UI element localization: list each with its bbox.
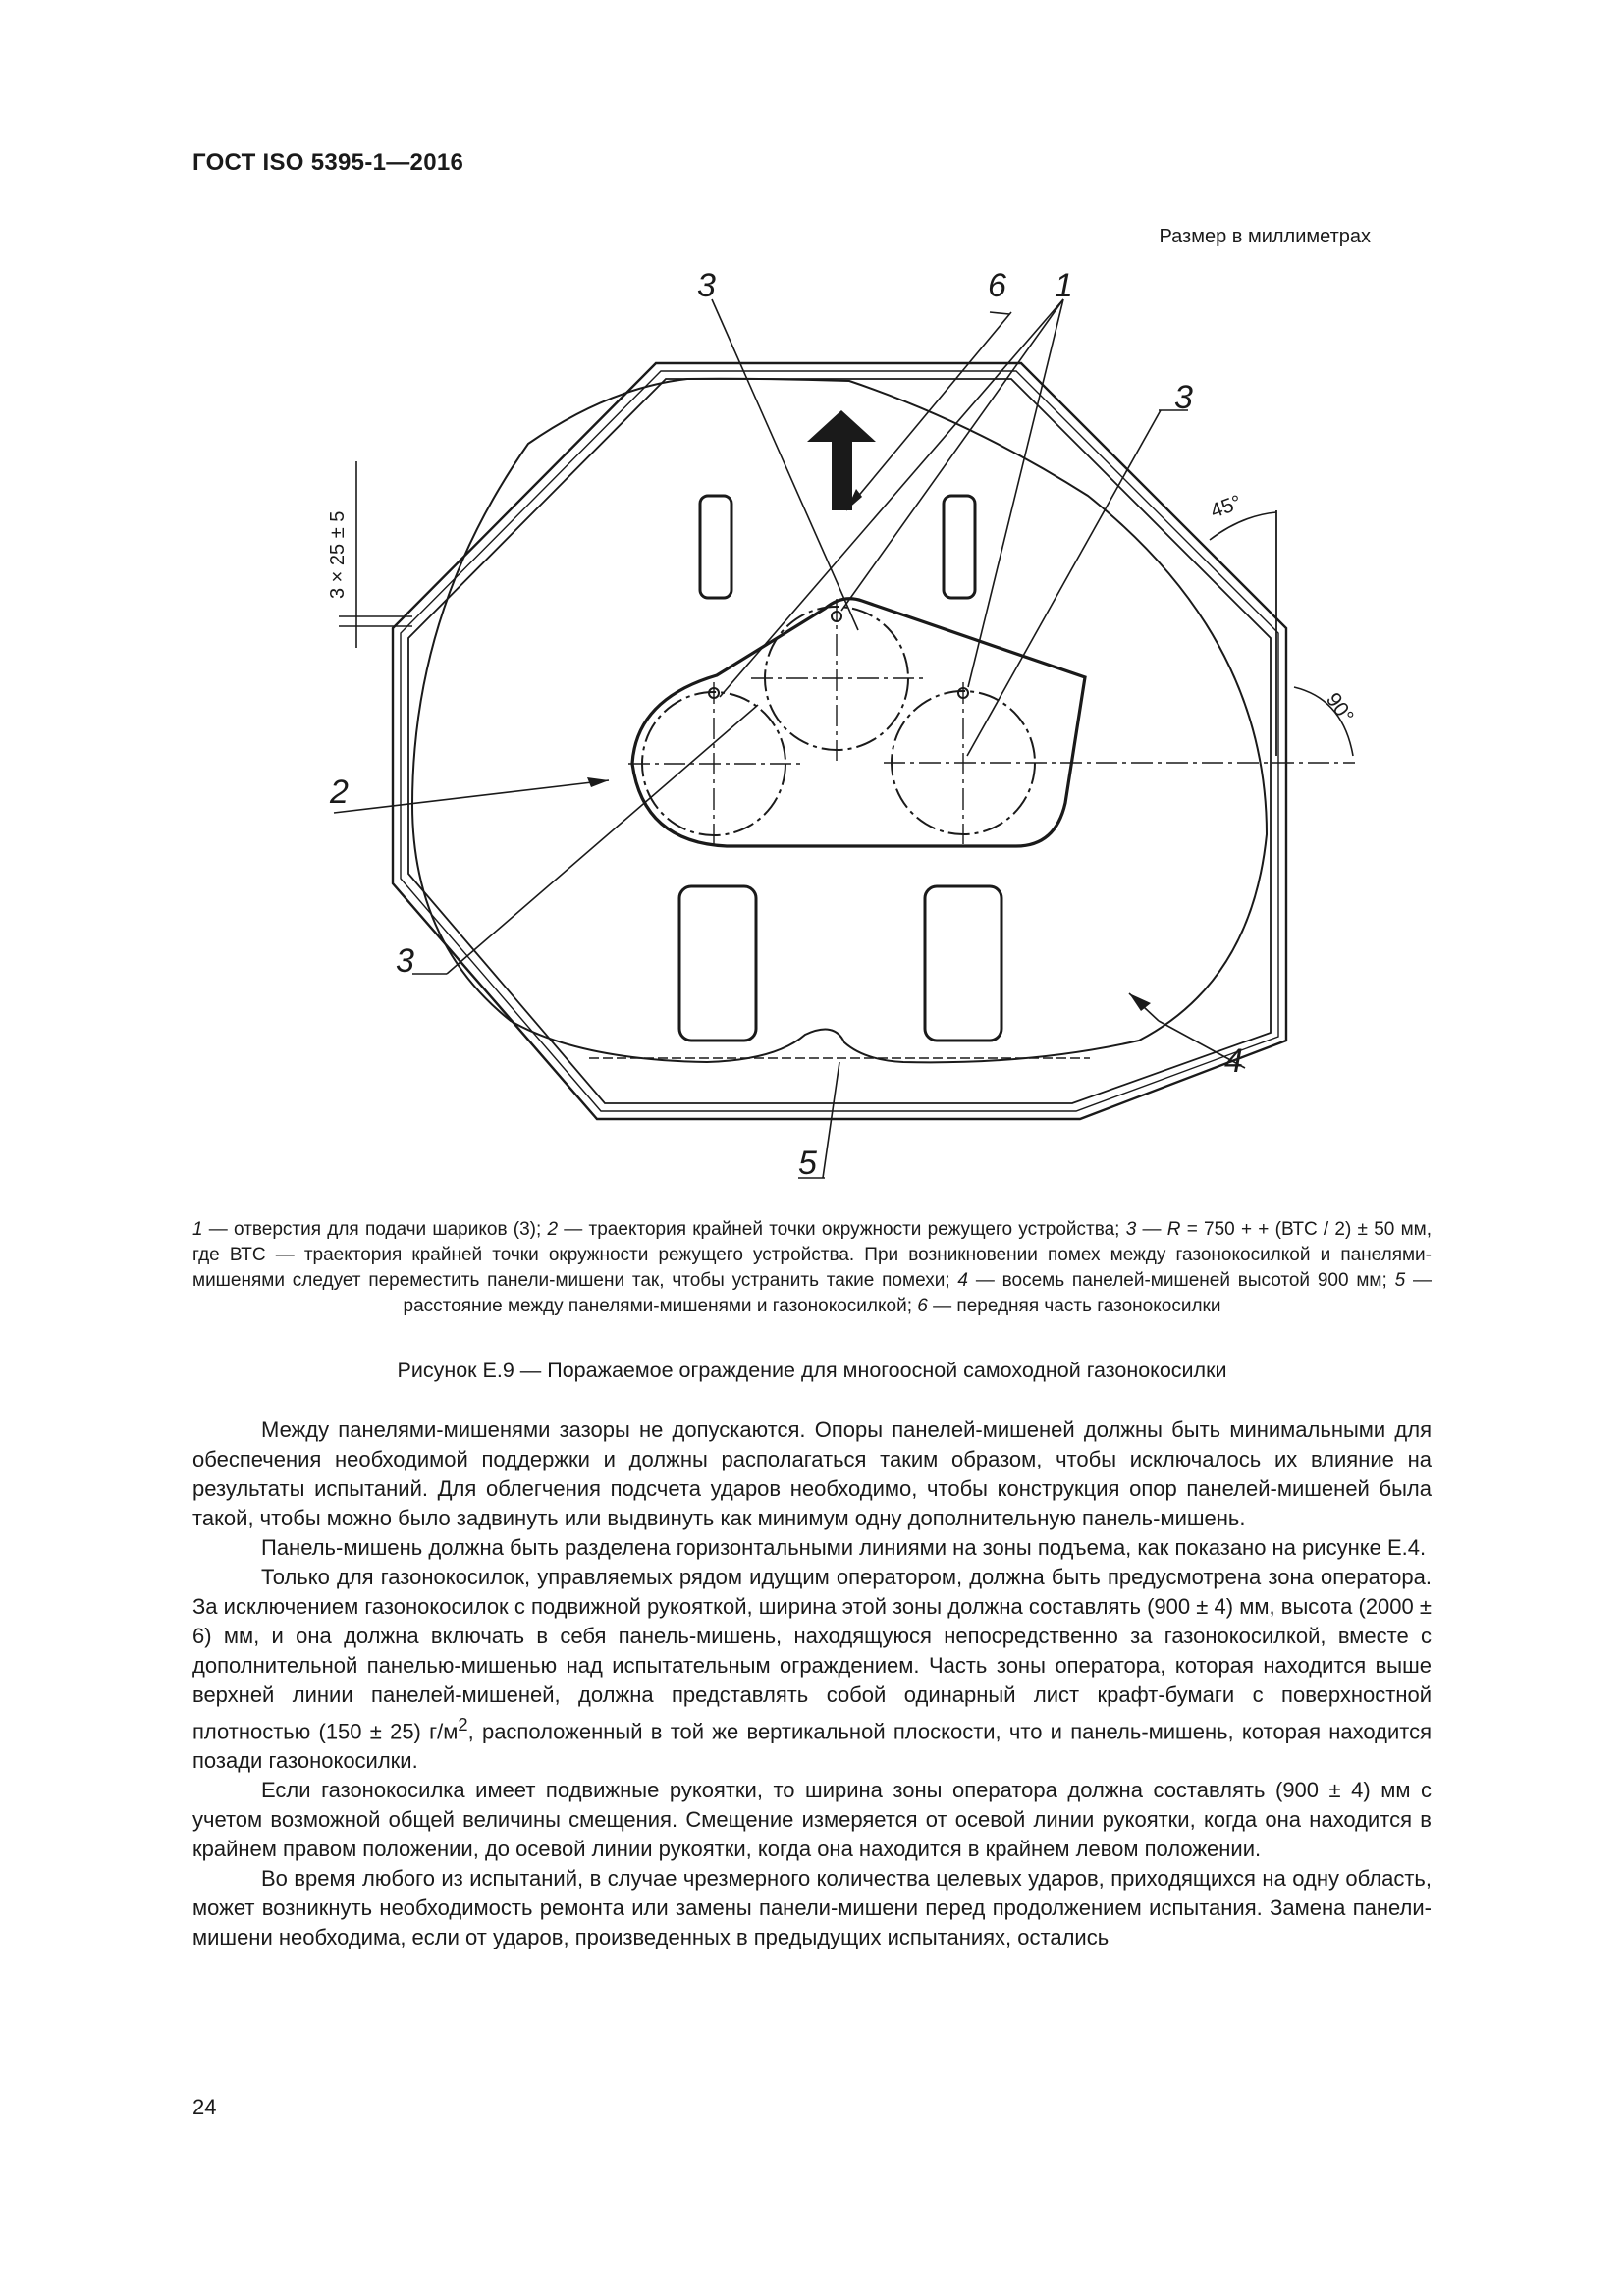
opening-top-left	[700, 496, 731, 598]
legend-text-5: — расстояние между панелями-мишенями и газонокосилкой;	[403, 1270, 1432, 1316]
legend-text-2: — траектория крайней точки окружности режущего устройства;	[558, 1219, 1126, 1240]
legend-num-6: 6	[917, 1296, 928, 1316]
label-1: 1	[1055, 267, 1073, 304]
paragraph-3-part-b: , расположенный в той же вертикальной плоскости, что и панель-мишень, которая находится позади газонокосилки.	[192, 1719, 1432, 1774]
paragraph-3-superscript: 2	[458, 1714, 468, 1735]
paragraph-3-part-a: Только для газонокосилок, управляемых рядом идущим оператором, должна быть предусмотрена зона оператора. За исключением газонокосилок с подвижной рукояткой, ширина этой зоны должна составлять (900 ± 4) мм, высота (2000 ± 6) мм, и она должна включать в себя панель-мишень, находящуюся непосредственно за газонокосилкой, вместе с дополнительной панелью-мишенью над испытательным ограждением. Часть зоны оператора, которая находится выше верхней линии панелей-мишеней, должна представлять собой одинарный лист крафт-бумаги с поверхностной плотностью (150 ± 25) г/м	[192, 1565, 1432, 1744]
paragraph-5: Во время любого из испытаний, в случае чрезмерного количества целевых ударов, приходящихся на одну область, может возникнуть необходимость ремонта или замены панели-мишени перед продолжением испытания. Замена панели-мишени необходима, если от ударов, произведенных в предыдущих испытаниях, остались	[192, 1866, 1432, 1950]
label-6: 6	[988, 267, 1006, 304]
legend-text-6: — передняя часть газонокосилки	[927, 1296, 1221, 1316]
paragraph-1: Между панелями-мишенями зазоры не допускаются. Опоры панелей-мишеней должны быть минимальными для обеспечения необходимой поддержки и должны располагаться таким образом, чтобы исключалось их влияние на результаты испытаний. Для облегчения подсчета ударов необходимо, чтобы конструкция опор панелей-мишеней была такой, чтобы можно было задвинуть или выдвинуть как минимум одну дополнительную панель-мишень.	[192, 1417, 1432, 1530]
angle-45-label: 45°	[1207, 491, 1245, 523]
front-arrow	[807, 410, 876, 510]
figure-legend	[192, 1217, 1432, 1319]
paragraph-3	[192, 1563, 1432, 1776]
figure-caption: Рисунок Е.9 — Поражаемое ограждение для многоосной самоходной газонокосилки	[397, 1359, 1227, 1382]
label-2: 2	[330, 774, 349, 811]
label-5: 5	[798, 1145, 817, 1182]
label-4: 4	[1224, 1042, 1243, 1080]
dimension-3x25: 3 × 25 ± 5	[327, 510, 349, 599]
opening-bottom-right	[925, 886, 1001, 1041]
body-text	[192, 1415, 1432, 1952]
paragraph-2: Панель-мишень должна быть разделена горизонтальными линиями на зоны подъема, как показано на рисунке Е.4.	[261, 1535, 1427, 1560]
document-header: ГОСТ ISO 5395-1—2016	[192, 149, 464, 176]
legend-num-1: 1	[192, 1219, 203, 1240]
page-number: 24	[192, 2095, 217, 2119]
legend-r-symbol: R	[1166, 1219, 1181, 1240]
angle-90-label: 90°	[1321, 688, 1358, 727]
label-3-top: 3	[697, 267, 716, 304]
label-3-bottom: 3	[396, 942, 414, 980]
legend-text-3b: = 750 + + (ВТС / 2) ± 50 мм, где ВТС — траектория крайней точки окружности режущего устройства. При возникновении помех между газонокосилкой и панелями-мишенями следует переместить панели-мишени так, чтобы устранить такие помехи;	[192, 1219, 1432, 1291]
units-note: Размер в миллиметрах	[1159, 226, 1371, 247]
legend-num-3: 3	[1125, 1219, 1137, 1240]
opening-top-right	[944, 496, 975, 598]
label-3-right: 3	[1174, 379, 1193, 416]
legend-num-4: 4	[957, 1270, 968, 1291]
legend-text-1: — отверстия для подачи шариков (3);	[202, 1219, 548, 1240]
opening-bottom-left	[679, 886, 756, 1041]
legend-num-2: 2	[547, 1219, 559, 1240]
legend-text-3a: —	[1136, 1219, 1167, 1240]
legend-text-4: — восемь панелей-мишеней высотой 900 мм;	[968, 1270, 1395, 1291]
paragraph-4: Если газонокосилка имеет подвижные рукоятки, то ширина зоны оператора должна составлять (900 ± 4) мм с учетом возможной общей величины смещения. Смещение измеряется от осевой линии рукоятки, когда она находится в крайнем правом положении, до осевой линии рукоятки, когда она находится в крайнем левом положении.	[192, 1778, 1432, 1862]
legend-num-5: 5	[1394, 1270, 1406, 1291]
